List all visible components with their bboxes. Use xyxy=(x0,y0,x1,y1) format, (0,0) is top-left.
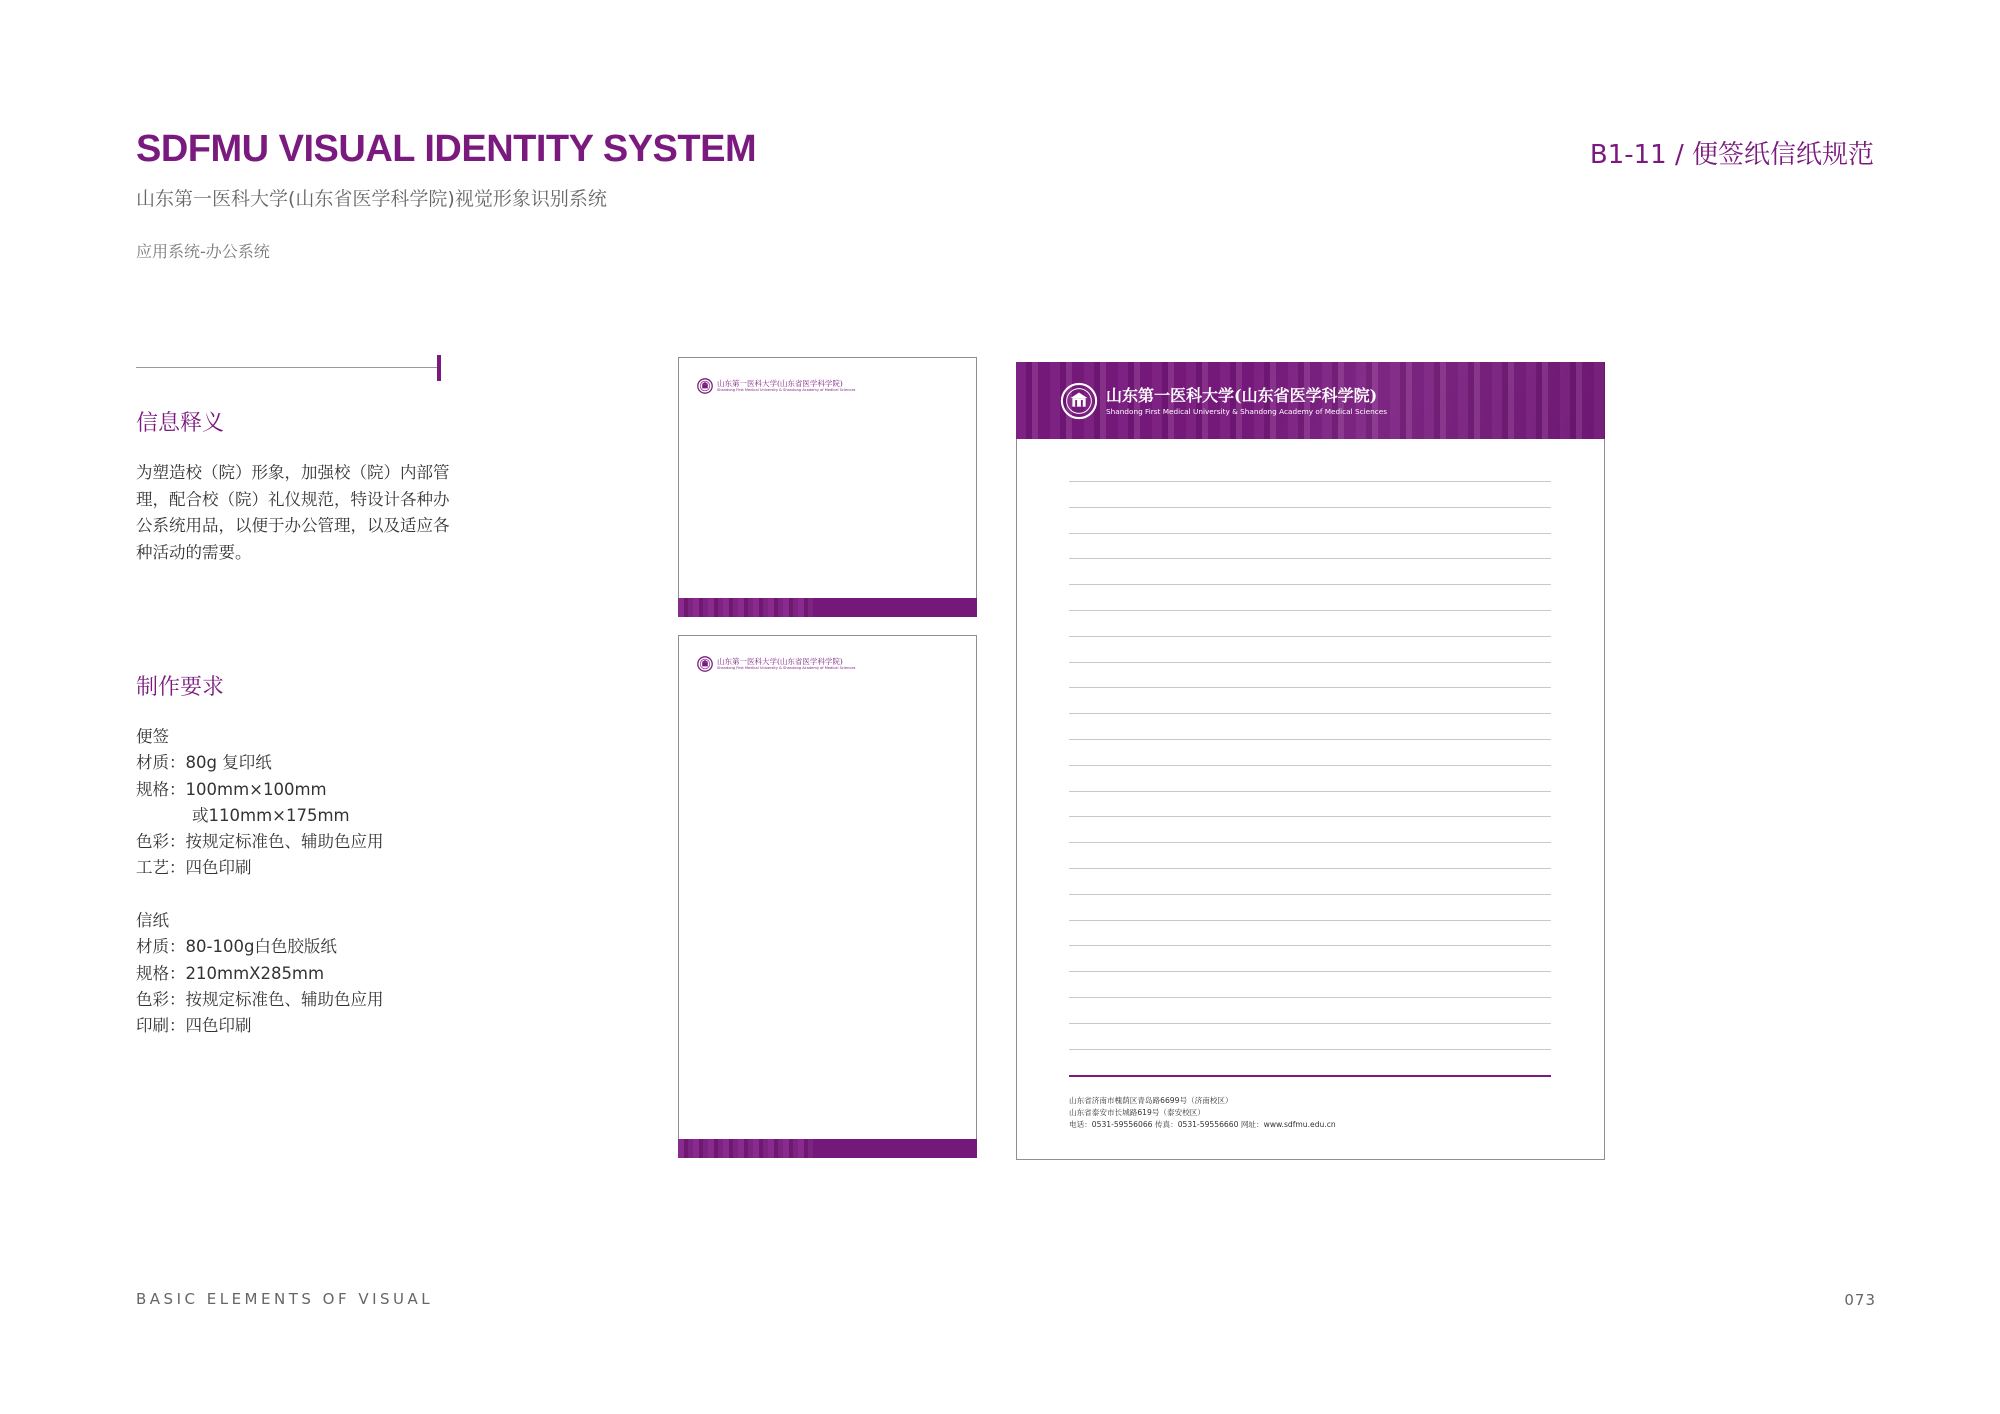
page-title: SDFMU VISUAL IDENTITY SYSTEM xyxy=(136,128,757,170)
contact-info: 电话：0531-59556066 传真：0531-59556660 网址：www.sdfmu.edu.cn xyxy=(1069,1120,1336,1129)
letterpaper-material: 材质：80-100g白色胶版纸 xyxy=(136,937,337,957)
notepad-tall-mockup xyxy=(678,635,977,1158)
page-number: 073 xyxy=(1844,1291,1876,1309)
letterpaper-spec: 规格：210mmX285mm xyxy=(136,963,325,983)
notepad-label: 便签 xyxy=(136,727,169,746)
logo-cn-text: 山东第一医科大学(山东省医学科学院) xyxy=(717,657,843,666)
info-heading: 信息释义 xyxy=(136,411,225,436)
requirements-heading: 制作要求 xyxy=(136,675,225,700)
university-logo xyxy=(697,656,855,672)
letterpaper-mockup xyxy=(1016,362,1605,1160)
writing-lines xyxy=(1069,481,1551,1074)
letterpaper-footer-rule xyxy=(1069,1075,1551,1077)
logo-cn-text: 山东第一医科大学(山东省医学科学院) xyxy=(1106,385,1378,405)
footer-caption: BASIC ELEMENTS OF VISUAL xyxy=(136,1290,434,1308)
logo-en-text: Shandong First Medical University & Shandong Academy of Medical Sciences xyxy=(1106,406,1388,416)
divider-accent xyxy=(437,355,441,381)
notepad-craft: 工艺：四色印刷 xyxy=(136,858,252,878)
notepad-color: 色彩：按规定标准色、辅助色应用 xyxy=(136,832,384,852)
university-seal-icon xyxy=(697,378,713,394)
section-code-title: B1-11 / 便签纸信纸规范 xyxy=(1589,140,1874,170)
notepad-bottom-band xyxy=(678,1139,977,1158)
notepad-spec-alt: 或110mm×175mm xyxy=(192,805,350,825)
notepad-material: 材质：80g 复印纸 xyxy=(136,753,272,773)
info-paragraph: 为塑造校（院）形象，加强校（院）内部管理，配合校（院）礼仪规范，特设计各种办公系统用品，以便于办公管理，以及适应各种活动的需要。 xyxy=(136,463,450,562)
letterpaper-print: 印刷：四色印刷 xyxy=(136,1016,252,1036)
letterpaper-header-band xyxy=(1016,362,1605,439)
notepad-spec: 规格：100mm×100mm xyxy=(136,779,327,799)
divider-line xyxy=(136,367,437,368)
university-seal-icon xyxy=(697,656,713,672)
university-logo xyxy=(697,378,855,394)
university-logo xyxy=(1060,382,1387,420)
logo-en-text: Shandong First Medical University & Shandong Academy of Medical Sciences xyxy=(717,666,856,670)
logo-cn-text: 山东第一医科大学(山东省医学科学院) xyxy=(717,379,843,388)
address-taian: 山东省泰安市长城路619号（泰安校区） xyxy=(1069,1108,1205,1117)
letterpaper-color: 色彩：按规定标准色、辅助色应用 xyxy=(136,989,384,1009)
address-jinan: 山东省济南市槐荫区青岛路6699号（济南校区） xyxy=(1069,1096,1233,1105)
letterpaper-label: 信纸 xyxy=(136,911,169,931)
notepad-bottom-band xyxy=(678,598,977,617)
notepad-square-mockup xyxy=(678,357,977,617)
requirements-list xyxy=(136,724,384,1040)
university-seal-icon xyxy=(1060,382,1098,420)
letterpaper-address xyxy=(1069,1095,1336,1131)
section-label: 应用系统-办公系统 xyxy=(136,242,270,261)
logo-en-text: Shandong First Medical University & Shandong Academy of Medical Sciences xyxy=(717,388,856,392)
page-subtitle: 山东第一医科大学(山东省医学科学院)视觉形象识别系统 xyxy=(136,188,607,210)
